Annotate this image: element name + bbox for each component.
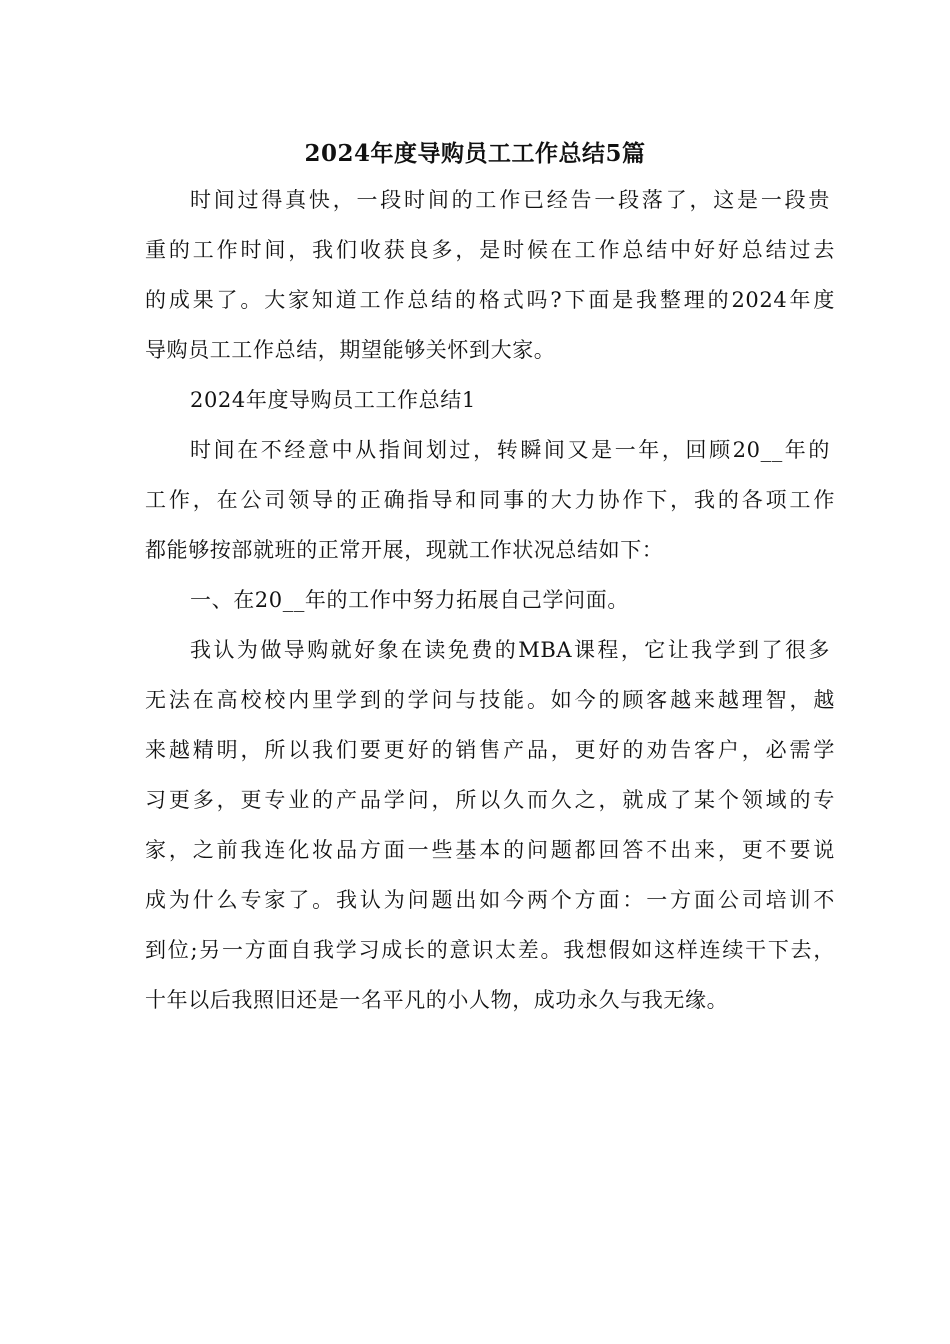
paragraph-line: 的成果了。大家知道工作总结的格式吗?下面是我整理的2024年度	[145, 288, 835, 312]
paragraph-line: 我认为做导购就好象在读免费的MBA课程，它让我学到了很多	[190, 638, 830, 662]
paragraph-line: 时间在不经意中从指间划过，转瞬间又是一年，回顾20__年的	[190, 438, 830, 462]
subsection-heading: 一、在20__年的工作中努力拓展自己学问面。	[190, 588, 629, 612]
paragraph-line: 家，之前我连化妆品方面一些基本的问题都回答不出来，更不要说	[145, 838, 835, 862]
paragraph-line: 十年以后我照旧还是一名平凡的小人物，成功永久与我无缘。	[145, 988, 729, 1012]
paragraph-line: 时间过得真快，一段时间的工作已经告一段落了，这是一段贵	[190, 188, 830, 212]
paragraph-line: 都能够按部就班的正常开展，现就工作状况总结如下：	[145, 538, 664, 562]
paragraph-line: 到位;另一方面自我学习成长的意识太差。我想假如这样连续干下去，	[145, 938, 835, 962]
paragraph-line: 导购员工工作总结，期望能够关怀到大家。	[145, 338, 556, 362]
paragraph-line: 工作，在公司领导的正确指导和同事的大力协作下，我的各项工作	[145, 488, 835, 512]
document-title: 2024年度导购员工工作总结5篇	[304, 140, 646, 167]
paragraph-line: 习更多，更专业的产品学问，所以久而久之，就成了某个领域的专	[145, 788, 835, 812]
paragraph-line: 无法在高校校内里学到的学问与技能。如今的顾客越来越理智，越	[145, 688, 835, 712]
section-heading: 2024年度导购员工工作总结1	[190, 388, 476, 412]
paragraph-line: 成为什么专家了。我认为问题出如今两个方面：一方面公司培训不	[145, 888, 835, 912]
paragraph-line: 来越精明，所以我们要更好的销售产品，更好的劝告客户，必需学	[145, 738, 835, 762]
paragraph-line: 重的工作时间，我们收获良多，是时候在工作总结中好好总结过去	[145, 238, 835, 262]
